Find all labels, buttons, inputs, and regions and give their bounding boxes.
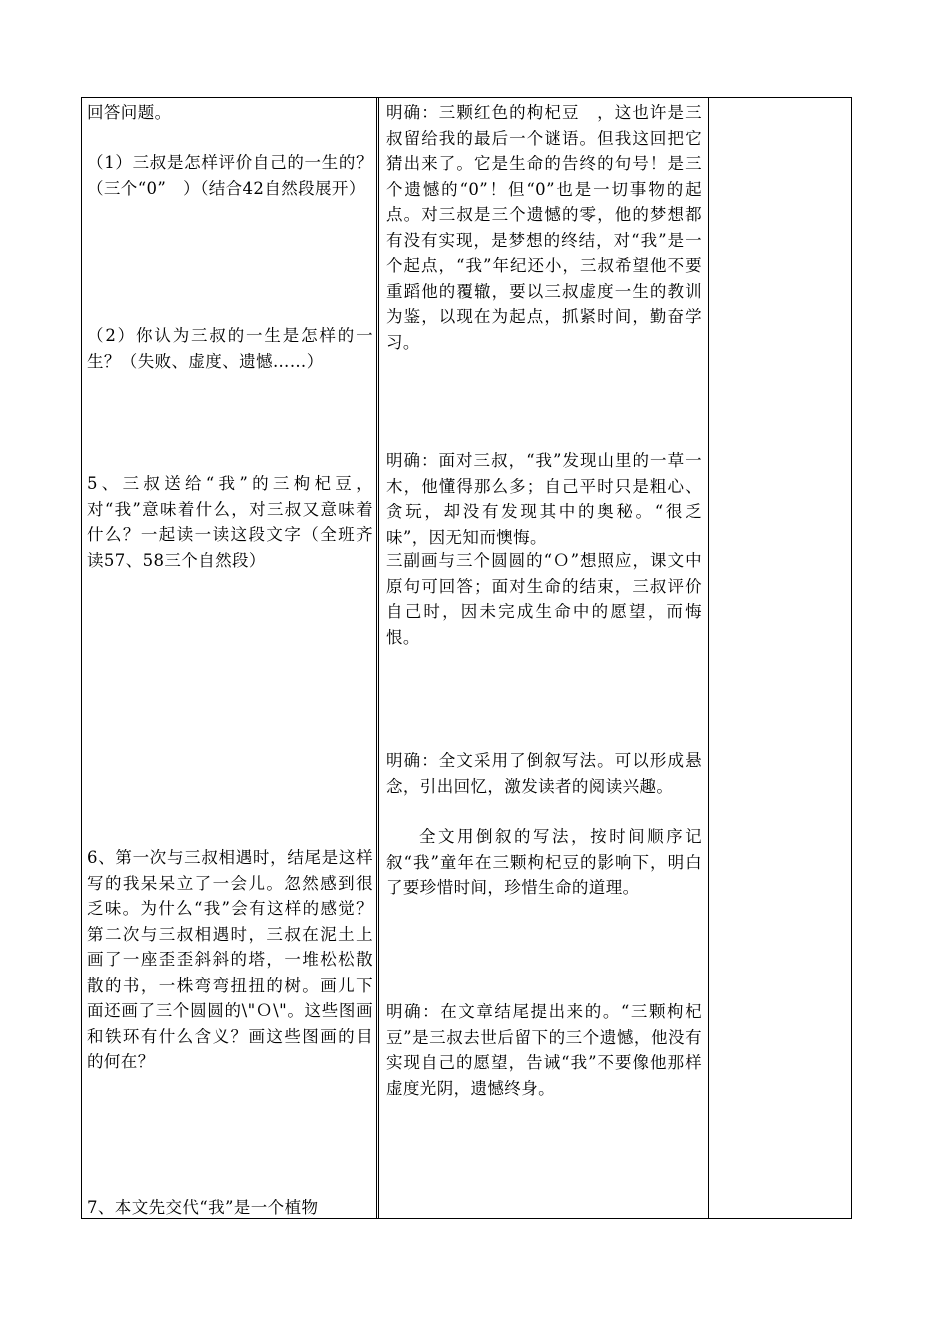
question-6: 6、第一次与三叔相遇时，结尾是这样写的我呆呆立了一会儿。忽然感到很乏味。为什么“我”会有这样的感觉？第二次与三叔相遇时，三叔在泥土上画了一座歪歪斜斜的塔，一堆松松散散的书，一株弯弯扭扭的树。画儿下面还画了三个圆圆的\"Ｏ\"。这些图画和铁环有什么含义？画这些图画的目的何在？ <box>87 848 373 1071</box>
question-2: （2）你认为三叔的一生是怎样的一生？（失败、虚度、遗憾……） <box>87 326 373 371</box>
question-1: （1）三叔是怎样评价自己的一生的？（三个“0” ）（结合42自然段展开） <box>87 153 373 198</box>
notes-column <box>709 98 851 1218</box>
answer-5: 明确：面对三叔，“我”发现山里的一草一木，他懂得那么多；自己平时只是粗心、贪玩，却没有发现其中的奥秘。“很乏味”，因无知而懊悔。 <box>386 451 702 547</box>
question-7: 7、本文先交代“我”是一个植物 <box>87 1198 319 1217</box>
lesson-table <box>81 97 852 1219</box>
answers-column <box>379 98 709 1218</box>
answer-6-continued: 全文用倒叙的写法，按时间顺序记叙“我”童年在三颗枸杞豆的影响下，明白了要珍惜时间，珍惜生命的道理。 <box>386 827 702 897</box>
answer-6: 明确：全文采用了倒叙写法。可以形成悬念，引出回忆，激发读者的阅读兴趣。 <box>386 751 702 796</box>
questions-column <box>82 98 379 1218</box>
question-5: 5、三叔送给“我”的三枸杞豆，对“我”意味着什么，对三叔又意味着什么？一起读一读这段文字（全班齐读57、58三个自然段） <box>87 474 373 570</box>
intro-text: 回答问题。 <box>87 103 172 122</box>
answer-5-continued: 三副画与三个圆圆的“Ｏ”想照应，课文中原句可回答；面对生命的结束，三叔评价自己时，因未完成生命中的愿望，而悔恨。 <box>386 551 702 647</box>
answer-7: 明确：在文章结尾提出来的。“三颗枸杞豆”是三叔去世后留下的三个遗憾，他没有实现自己的愿望，告诫“我”不要像他那样虚度光阴，遗憾终身。 <box>386 1002 702 1098</box>
answer-1: 明确：三颗红色的枸杞豆 ，这也许是三叔留给我的最后一个谜语。但我这回把它猜出来了。它是生命的告终的句号！是三个遗憾的“0”！但“0”也是一切事物的起点。对三叔是三个遗憾的零，他的梦想都有没有实现，是梦想的终结，对“我”是一个起点，“我”年纪还小，三叔希望他不要重蹈他的覆辙，要以三叔虚度一生的教训为鉴，以现在为起点，抓紧时间，勤奋学习。 <box>386 103 702 352</box>
